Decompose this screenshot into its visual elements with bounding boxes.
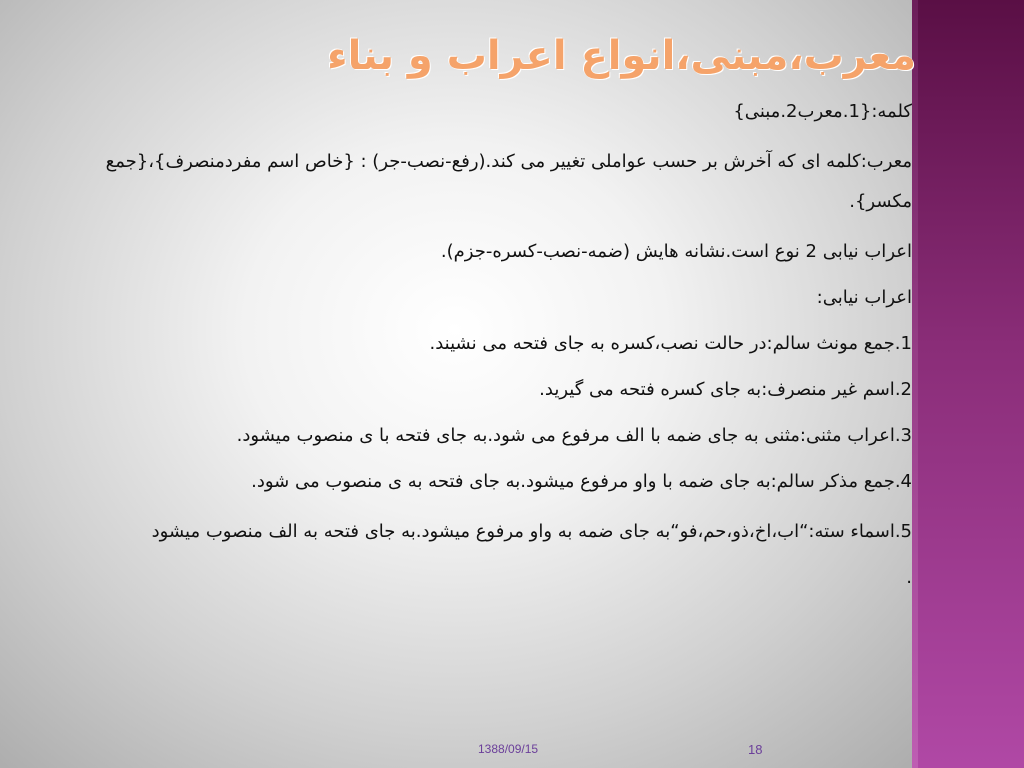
paragraph-definition-moarab: معرب:کلمه ای که آخرش بر حسب عواملی تغییر می کند.(رفع-نصب-جر) : {خاص اسم مفردمنصرف}،{جمع مکسر}. — [105, 151, 912, 212]
trailing-period: . — [906, 567, 912, 588]
side-decoration-stripe — [912, 0, 918, 768]
paragraph-nayabi-heading: اعراب نیابی: — [816, 287, 912, 308]
slide-body — [50, 96, 912, 676]
list-item-4: 4.جمع مذکر سالم:به جای ضمه با واو مرفوع میشود.به جای فتحه به ی منصوب می شود. — [251, 471, 912, 492]
footer-date: 1388/09/15 — [478, 742, 539, 756]
paragraph-definition-word: کلمه:{1.معرب2.مبنی} — [733, 101, 912, 122]
list-item-2: 2.اسم غیر منصرف:به جای کسره فتحه می گیرید. — [539, 379, 912, 400]
list-item-3: 3.اعراب مثنی:مثنی به جای ضمه با الف مرفوع می شود.به جای فتحه با ی منصوب میشود. — [236, 425, 912, 446]
list-item-5: 5.اسماء سته:“اب،اخ،ذو،حم،فو“به جای ضمه به واو مرفوع میشود.به جای فتحه به الف منصوب میشود — [151, 521, 912, 542]
side-decoration-bar — [912, 0, 1024, 768]
list-item-1: 1.جمع مونث سالم:در حالت نصب،کسره به جای فتحه می نشیند. — [429, 333, 912, 354]
paragraph-nayabi-types: اعراب نیابی 2 نوع است.نشانه هایش (ضمه-نصب-کسره-جزم). — [440, 241, 912, 262]
slide-title: معرب،مبنی،انواع اعراب و بناء — [327, 33, 916, 79]
footer-page-number: 18 — [748, 742, 763, 757]
